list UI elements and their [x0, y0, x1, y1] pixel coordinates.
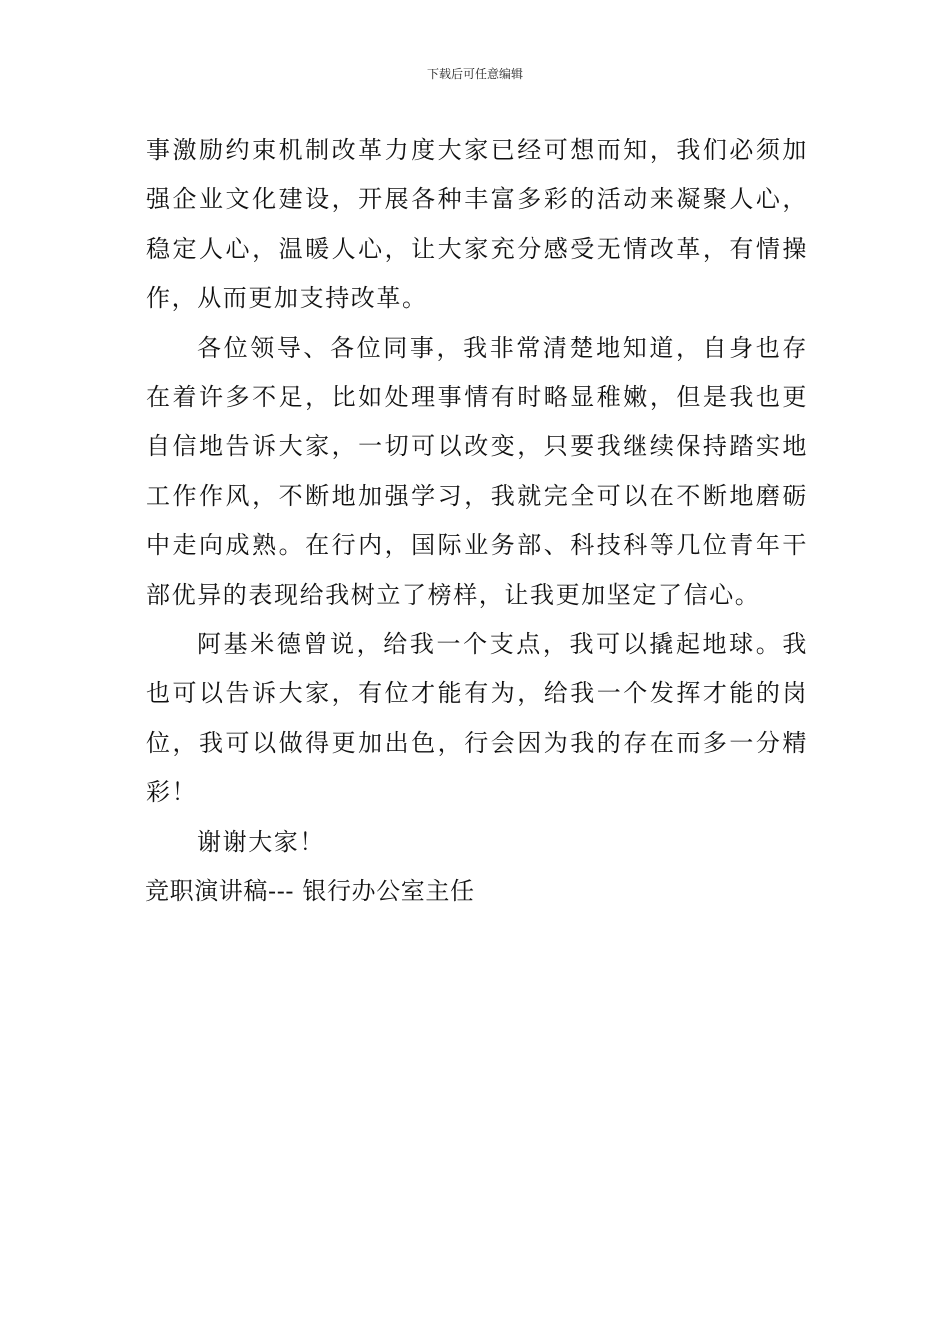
- document-body: [146, 126, 808, 917]
- document-footer-title: 竞职演讲稿--- 银行办公室主任: [145, 877, 475, 906]
- page-header-note: 下载后可任意编辑: [426, 67, 523, 81]
- paragraph-thanks: 谢谢大家！: [197, 827, 325, 856]
- paragraph-continuation: 事激励约束机制改革力度大家已经可想而知，我们必须加强企业文化建设，开展各种丰富多彩的活动来凝聚人心，稳定人心，温暖人心，让大家充分感受无情改革，有情操作，从而更加支持改革。: [146, 136, 808, 313]
- paragraph-self-assessment: 各位领导、各位同事，我非常清楚地知道，自身也存在着许多不足，比如处理事情有时略显稚嫩，但是我也更自信地告诉大家，一切可以改变，只要我继续保持踏实地工作作风，不断地加强学习，我就完全可以在不断地磨砺中走向成熟。在行内，国际业务部、科技科等几位青年干部优异的表现给我树立了榜样，让我更加坚定了信心。: [146, 333, 808, 609]
- paragraph-archimedes: 阿基米德曾说，给我一个支点，我可以撬起地球。我也可以告诉大家，有位才能有为，给我一个发挥才能的岗位，我可以做得更加出色，行会因为我的存在而多一分精彩！: [146, 630, 808, 807]
